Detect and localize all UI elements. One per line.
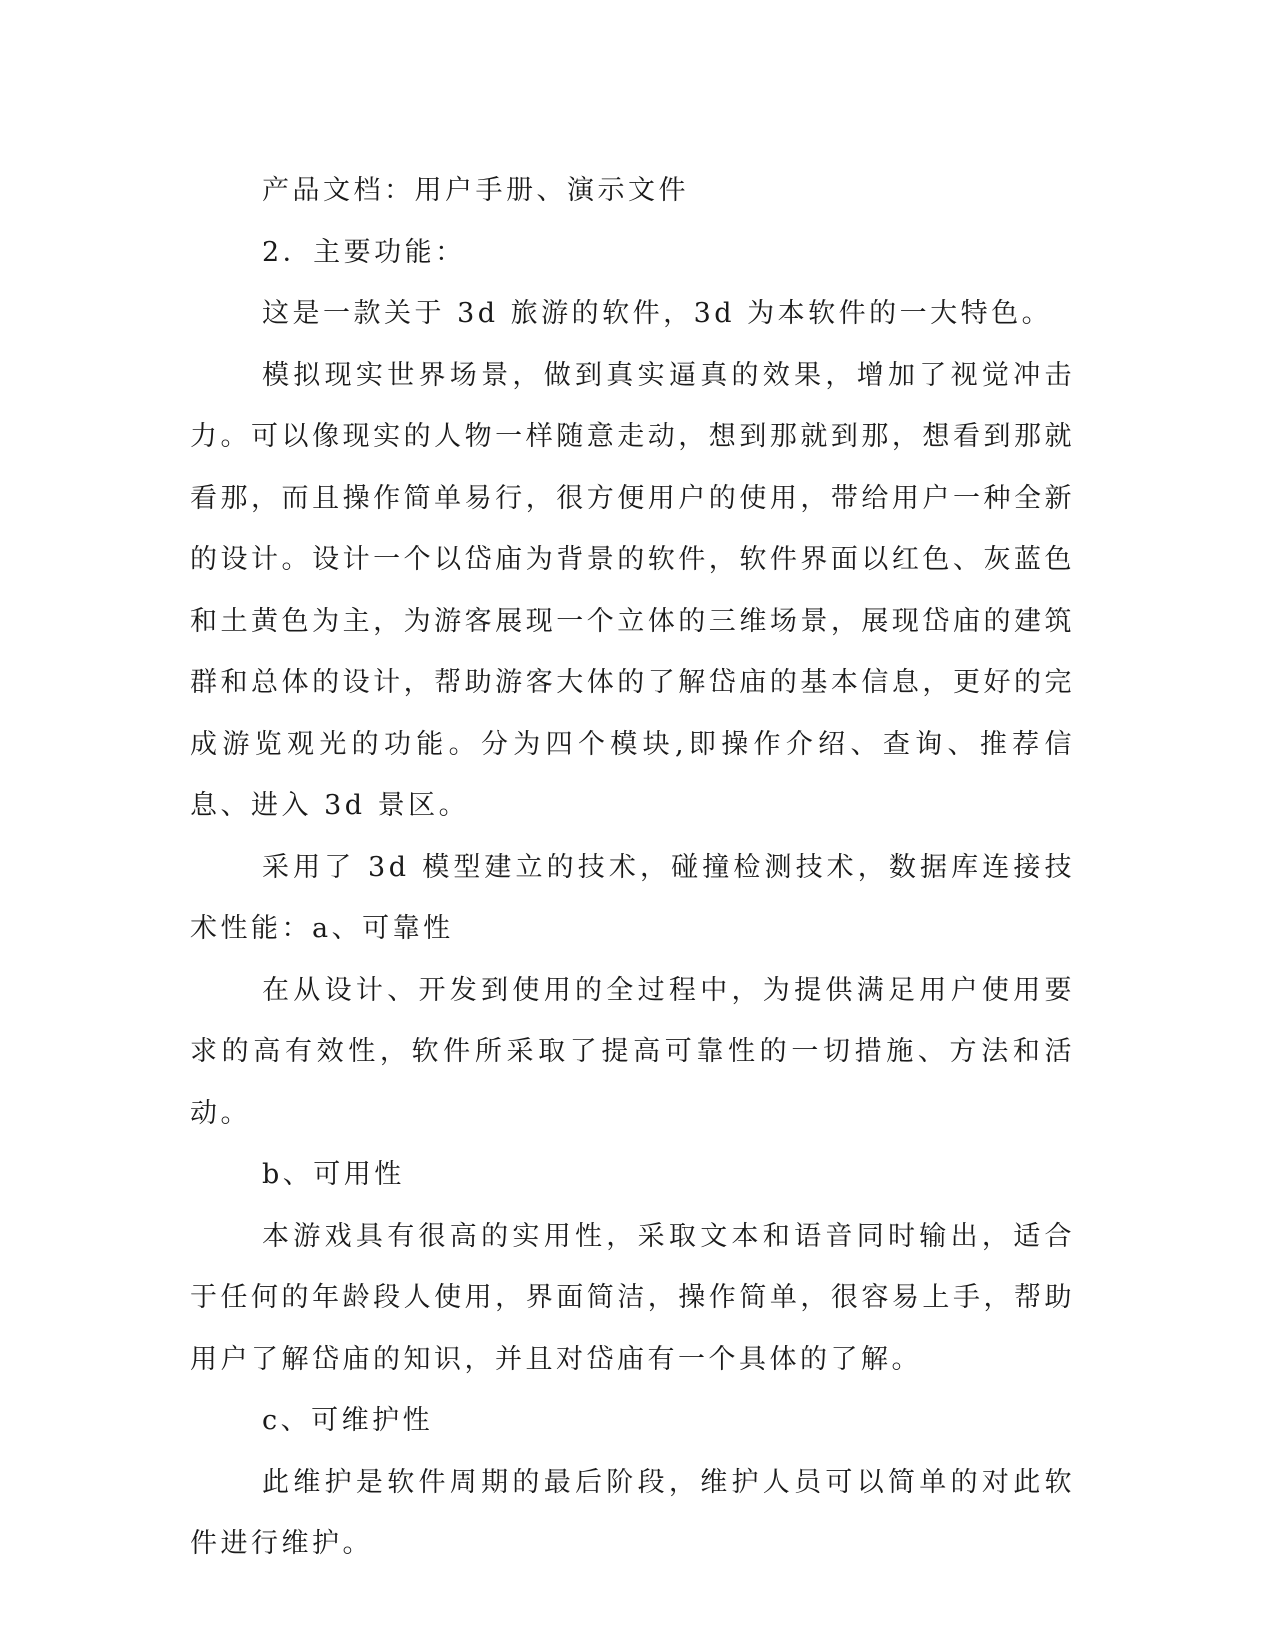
- heading-maintainability: c、可维护性: [262, 1405, 434, 1436]
- paragraph-reliability-detail: 在从设计、开发到使用的全过程中，为提供满足用户使用要求的高有效性，软件所采取了提高可靠性的一切措施、方法和活动。: [190, 974, 1075, 1129]
- heading-usability: b、可用性: [262, 1159, 405, 1190]
- paragraph-usability-detail: 本游戏具有很高的实用性，采取文本和语音同时输出，适合于任何的年龄段人使用，界面简洁，操作简单，很容易上手，帮助用户了解岱庙的知识，并且对岱庙有一个具体的了解。: [190, 1220, 1075, 1375]
- paragraph-intro: 这是一款关于 3d 旅游的软件，3d 为本软件的一大特色。: [262, 298, 1053, 329]
- document-body: [190, 160, 1075, 1575]
- paragraph-product-docs: 产品文档：用户手册、演示文件: [262, 175, 689, 206]
- section-heading-main-functions: 2．主要功能：: [262, 236, 466, 268]
- paragraph-technology: 采用了 3d 模型建立的技术，碰撞检测技术，数据库连接技术性能：a、可靠性: [190, 851, 1075, 944]
- paragraph-description: 模拟现实世界场景，做到真实逼真的效果，增加了视觉冲击力。可以像现实的人物一样随意走动，想到那就到那，想看到那就看那，而且操作简单易行，很方便用户的使用，带给用户一种全新的设计。设计一个以岱庙为背景的软件，软件界面以红色、灰蓝色和土黄色为主，为游客展现一个立体的三维场景，展现岱庙的建筑群和总体的设计，帮助游客大体的了解岱庙的基本信息，更好的完成游览观光的功能。分为四个模块,即操作介绍、查询、推荐信息、进入 3d 景区。: [190, 359, 1075, 821]
- paragraph-maintainability-detail: 此维护是软件周期的最后阶段，维护人员可以简单的对此软件进行维护。: [190, 1466, 1075, 1559]
